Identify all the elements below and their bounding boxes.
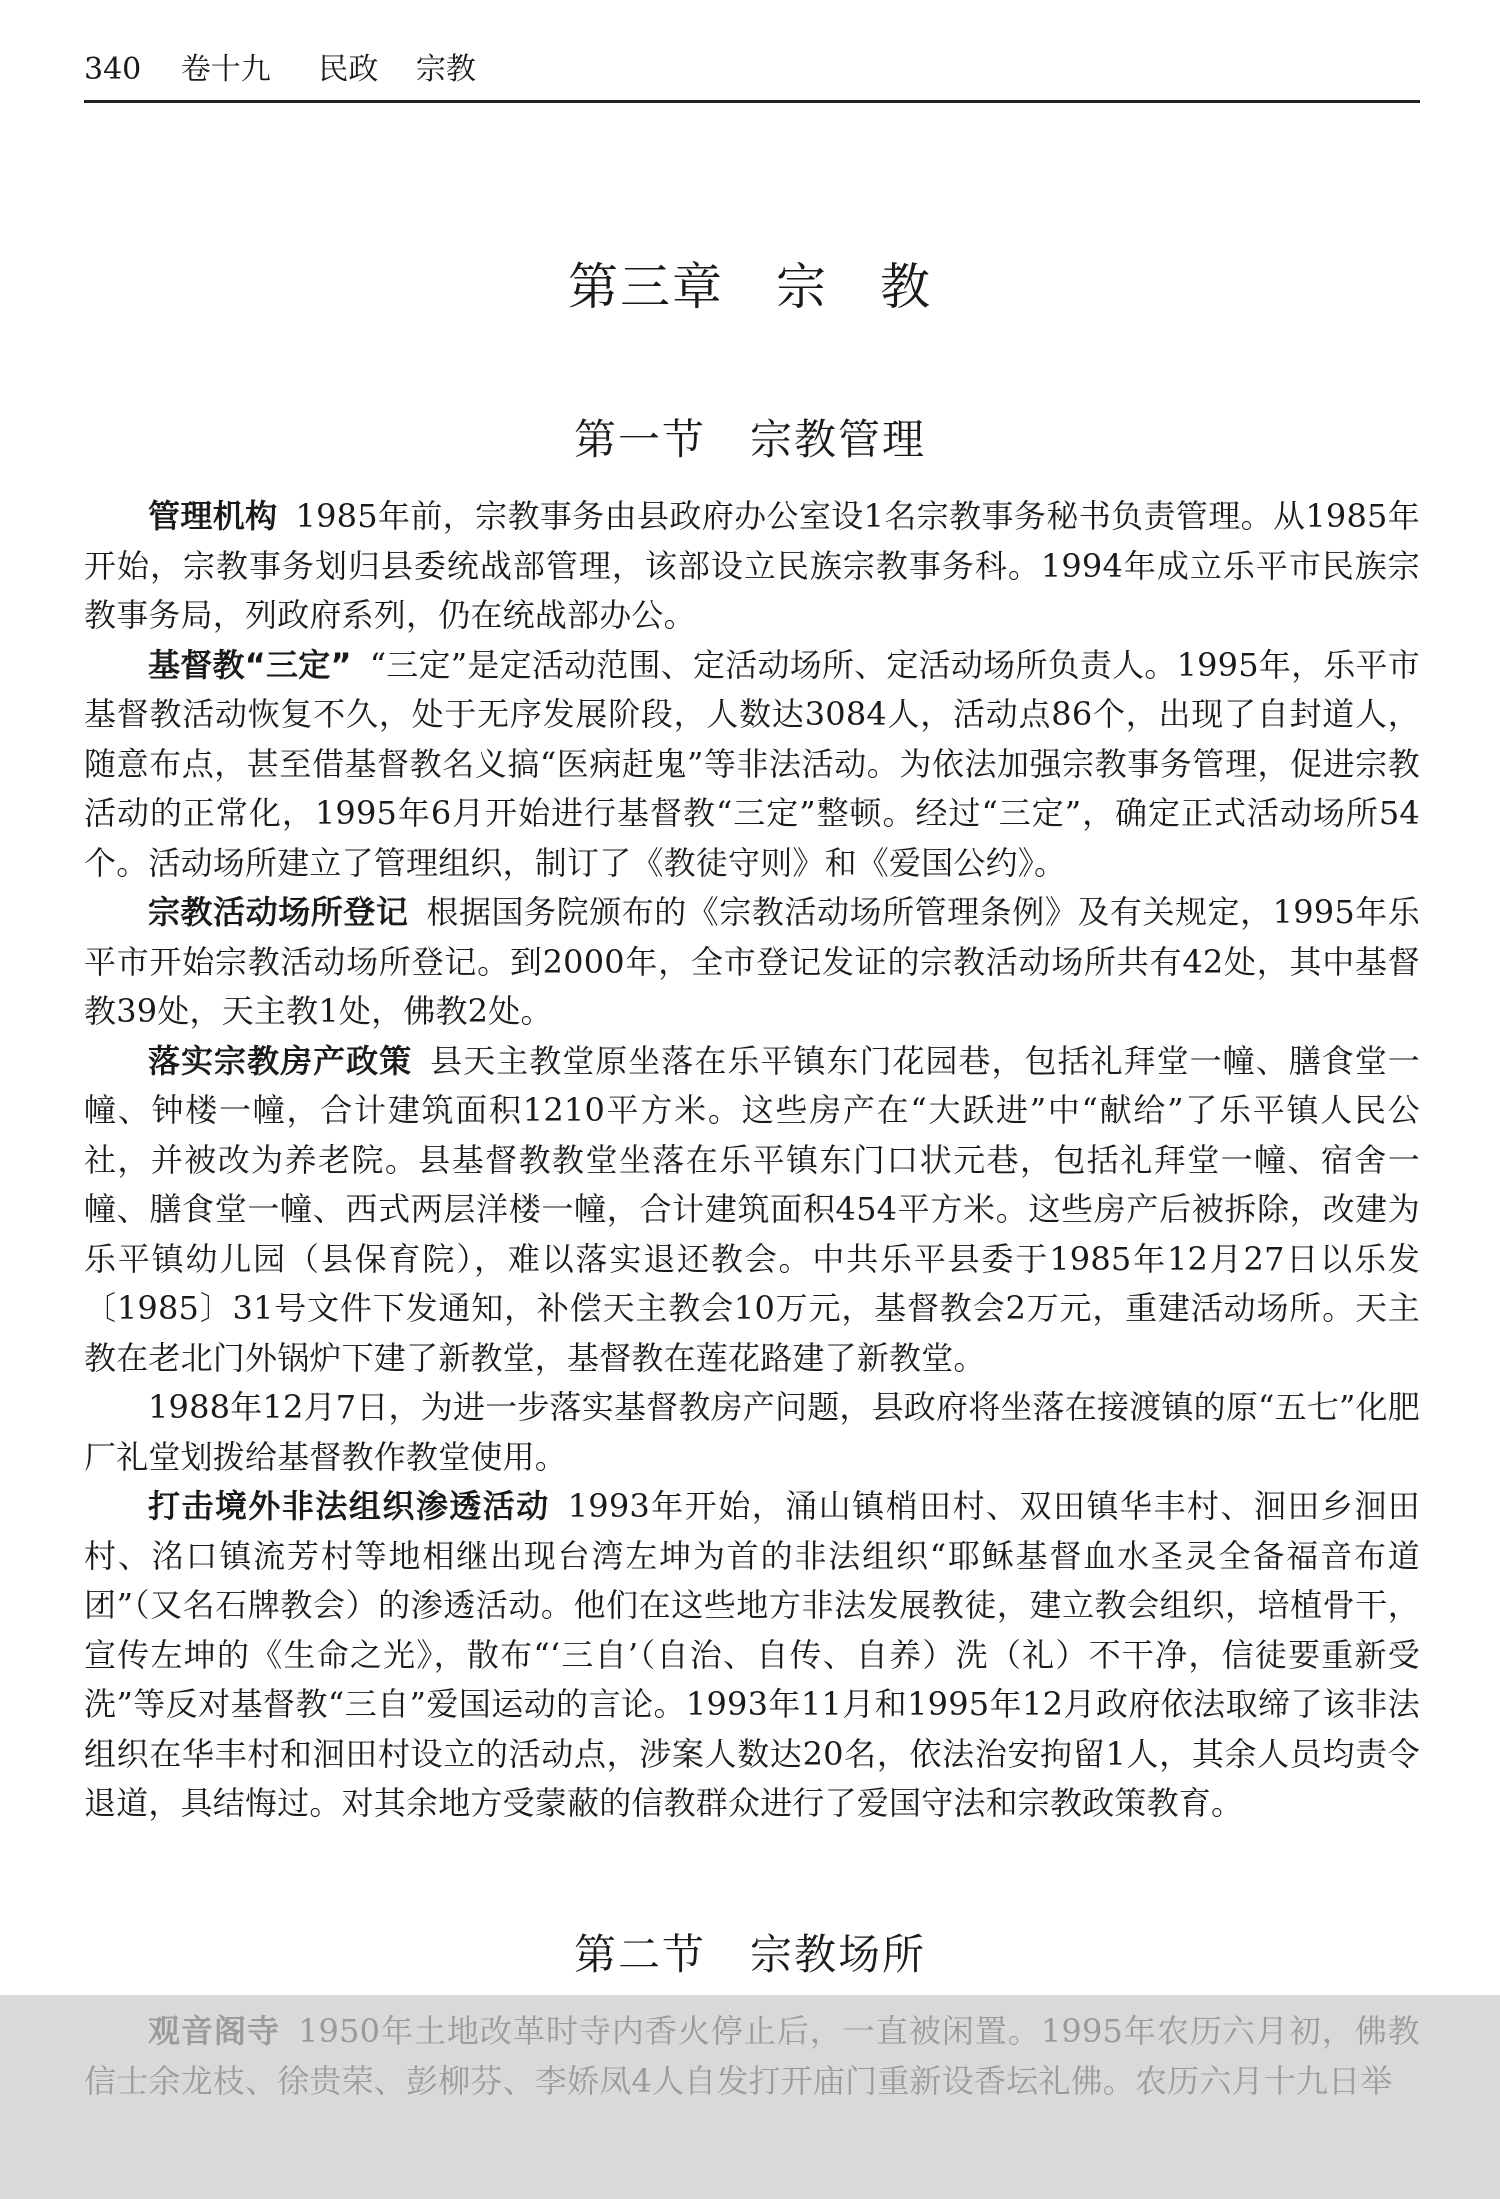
section-title-religious-management: 第一节 宗教管理 <box>573 415 926 464</box>
paragraph-lead: 落实宗教房产政策 <box>148 1041 413 1080</box>
paragraph-three-fixes <box>84 641 1420 889</box>
section-label-religion: 宗教 <box>415 52 476 87</box>
paragraph-lead: 宗教活动场所登记 <box>148 893 409 931</box>
paragraph-anti-infiltration <box>84 1482 1420 1829</box>
running-header <box>84 48 1420 92</box>
paragraph-lead: 观音阁寺 <box>148 2012 280 2050</box>
page-number: 340 <box>84 52 142 87</box>
paragraph-text: 根据国务院颁布的《宗教活动场所管理条例》及有关规定，1995年乐平市开始宗教活动场所登记。到2000年，全市登记发证的宗教活动场所共有42处，其中基督教39处，天主教1处，佛教2处。 <box>84 893 1420 1030</box>
paragraph-text: 1993年开始，涌山镇梢田村、双田镇华丰村、洄田乡洄田村、洺口镇流芳村等地相继出现台湾左坤为首的非法组织“耶稣基督血水圣灵全备福音布道团”（又名石牌教会）的渗透活动。他们在这些地方非法发展教徒，建立教会组织，培植骨干，宣传左坤的《生命之光》，散布“‘三自’（自治、自传、自养）洗（礼）不干净，信徒要重新受洗”等反对基督教“三自”爱国运动的言论。1993年11月和1995年12月政府依法取缔了该非法组织在华丰村和洄田村设立的活动点，涉案人数达20名，依法治安拘留1人，其余人员均责令退道，具结悔过。对其余地方受蒙蔽的信教群众进行了爱国守法和宗教政策教育。 <box>84 1487 1420 1822</box>
volume-label: 卷十九 <box>180 52 271 87</box>
paragraph-text: 1985年前，宗教事务由县政府办公室设1名宗教事务秘书负责管理。从1985年开始，宗教事务划归县委统战部管理，该部设立民族宗教事务科。1994年成立乐平市民族宗教事务局，列政府系列，仍在统战部办公。 <box>84 497 1420 634</box>
paragraph-guanyin-temple <box>84 2007 1420 2106</box>
paragraph-text: “三定”是定活动范围、定活动场所、定活动场所负责人。1995年，乐平市基督教活动恢复不久，处于无序发展阶段，人数达3084人，活动点86个，出现了自封道人，随意布点，甚至借基督教名义搞“医病赶鬼”等非法活动。为依法加强宗教事务管理，促进宗教活动的正常化，1995年6月开始进行基督教“三定”整顿。经过“三定”，确定正式活动场所54个。活动场所建立了管理组织，制订了《教徒守则》和《爱国公约》。 <box>84 645 1420 882</box>
paragraph-lead: 基督教“三定” <box>148 645 352 684</box>
paragraph-1988-allocation <box>84 1383 1420 1482</box>
paragraph-text: 1988年12月7日，为进一步落实基督教房产问题，县政府将坐落在接渡镇的原“五七”化肥厂礼堂划拨给基督教作教堂使用。 <box>84 1388 1420 1476</box>
paragraph-text: 县天主教堂原坐落在乐平镇东门花园巷，包括礼拜堂一幢、膳食堂一幢、钟楼一幢，合计建筑面积1210平方米。这些房产在“大跃进”中“献给”了乐平镇人民公社，并被改为养老院。县基督教教堂坐落在乐平镇东门口状元巷，包括礼拜堂一幢、宿舍一幢、膳食堂一幢、西式两层洋楼一幢，合计建筑面积454平方米。这些房产后被拆除，改建为乐平镇幼儿园（县保育院），难以落实退还教会。中共乐平县委于1985年12月27日以乐发〔1985〕31号文件下发通知，补偿天主教会10万元，基督教会2万元，重建活动场所。天主教在老北门外锅炉下建了新教堂，基督教在莲花路建了新教堂。 <box>84 1041 1420 1377</box>
chapter-title: 第三章 宗 教 <box>568 258 932 316</box>
paragraph-lead: 打击境外非法组织渗透活动 <box>148 1487 550 1525</box>
section-label-civil-affairs: 民政 <box>318 52 379 87</box>
section-2-body <box>84 2007 1420 2106</box>
section-1-body <box>84 492 1420 1829</box>
paragraph-property-policy <box>84 1037 1420 1384</box>
section-title-religious-venues: 第二节 宗教场所 <box>573 1930 926 1979</box>
paragraph-lead: 管理机构 <box>148 497 278 535</box>
header-rule <box>84 100 1420 103</box>
paragraph-venue-registration <box>84 888 1420 1037</box>
paragraph-text: 1950年土地改革时寺内香火停止后，一直被闲置。1995年农历六月初，佛教信士余龙枝、徐贵荣、彭柳芬、李娇凤4人自发打开庙门重新设香坛礼佛。农历六月十九日举 <box>84 2012 1420 2100</box>
paragraph-management-agency <box>84 492 1420 641</box>
